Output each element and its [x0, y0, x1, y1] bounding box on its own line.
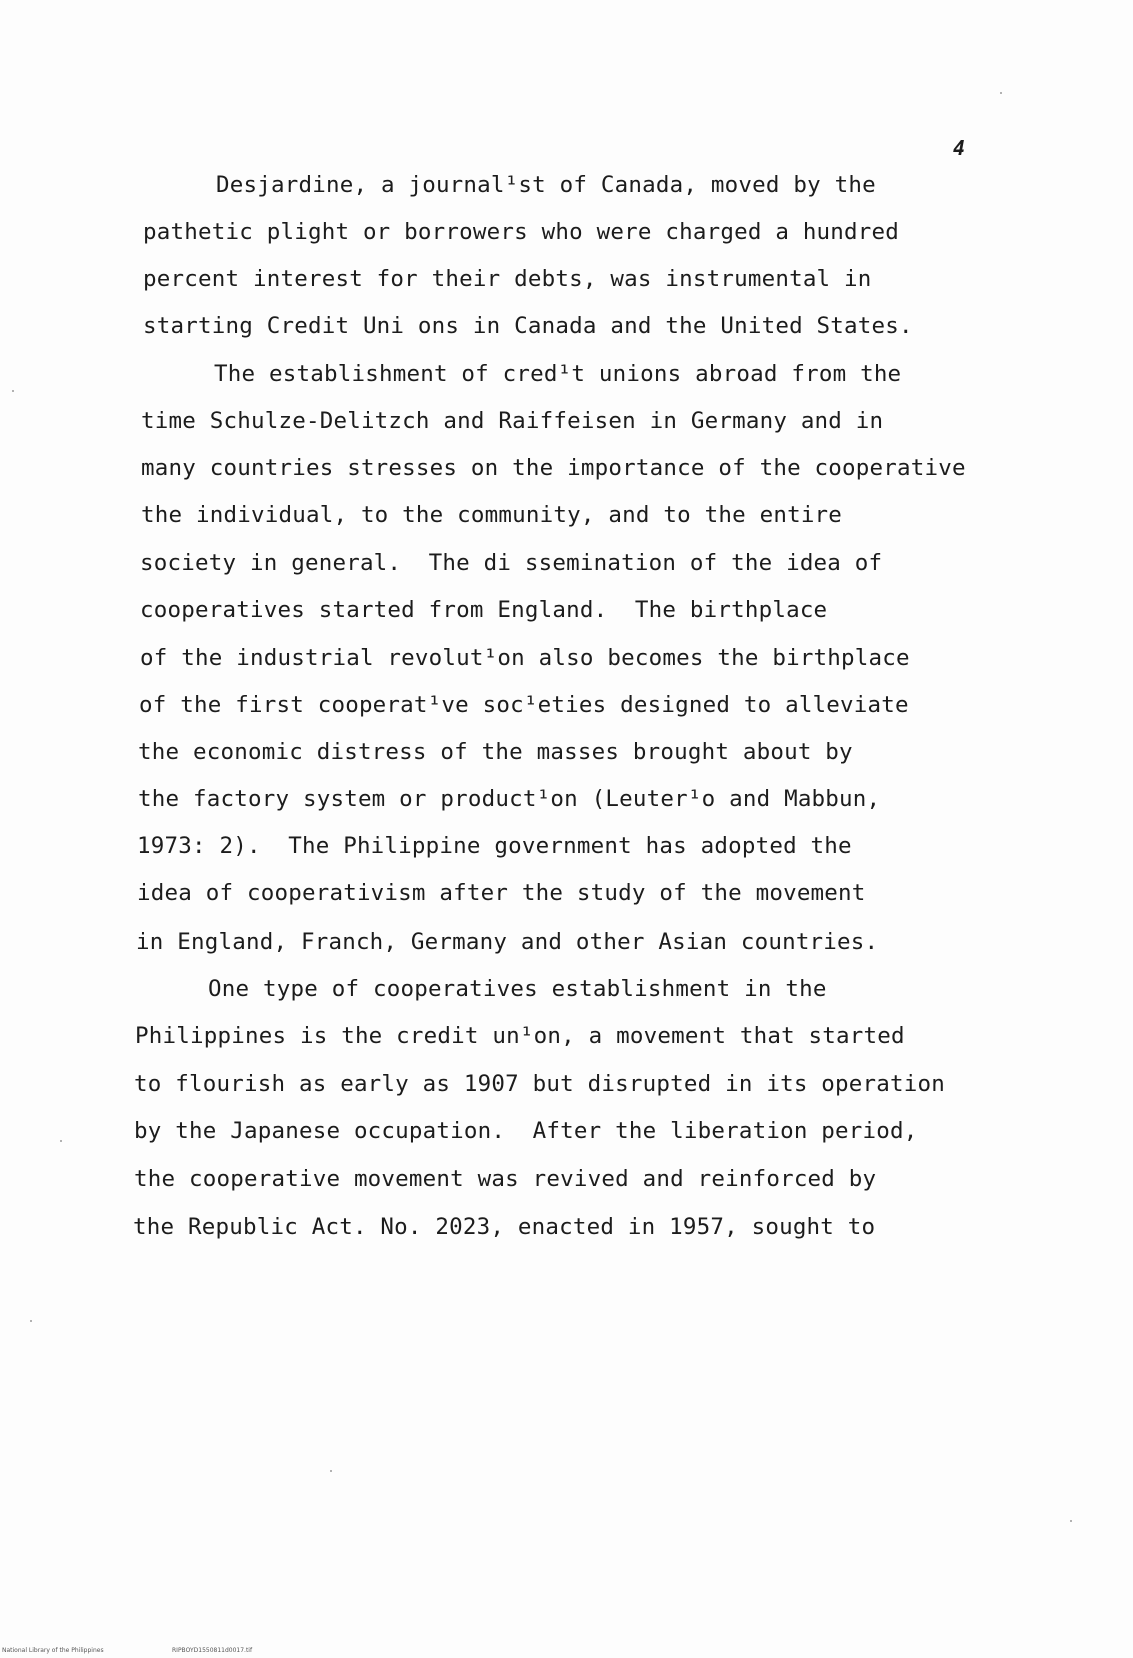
text-line: starting Credit Uni ons in Canada and the United States. [143, 313, 913, 339]
text-line: society in general. The di ssemination of the idea of [140, 550, 883, 576]
text-line: time Schulze-Delitzch and Raiffeisen in Germany and in [141, 408, 884, 434]
text-line: the Republic Act. No. 2023, enacted in 1957, sought to [133, 1214, 876, 1240]
text-line: the economic distress of the masses brought about by [138, 739, 853, 765]
text-line: The establishment of cred¹t unions abroad from the [214, 361, 902, 387]
text-line: pathetic plight or borrowers who were charged a hundred [143, 219, 900, 245]
scan-speck [330, 1470, 332, 1472]
text-line: of the industrial revolut¹on also becomes the birthplace [140, 645, 910, 671]
scan-speck [1000, 92, 1002, 94]
text-line: the individual, to the community, and to the entire [141, 502, 843, 528]
text-line: Desjardine, a journal¹st of Canada, moved by the [216, 172, 876, 198]
text-line: in England, Franch, Germany and other Asian countries. [136, 929, 879, 955]
text-line: percent interest for their debts, was instrumental in [143, 266, 872, 292]
text-line: of the first cooperat¹ve soc¹eties designed to alleviate [139, 692, 909, 718]
text-line: cooperatives started from England. The birthplace [140, 597, 828, 623]
scan-speck [1070, 1520, 1072, 1522]
text-line: the factory system or product¹on (Leuter¹o and Mabbun, [138, 786, 881, 812]
scan-speck [60, 1140, 62, 1142]
text-line: by the Japanese occupation. After the liberation period, [134, 1118, 918, 1144]
text-line: the cooperative movement was revived and reinforced by [134, 1166, 877, 1192]
text-line: idea of cooperativism after the study of the movement [137, 880, 866, 906]
scan-speck [30, 1320, 32, 1322]
page-number: 4 [953, 136, 966, 160]
text-line: One type of cooperatives establishment in the [208, 976, 827, 1002]
footer-library-name: National Library of the Philippines [2, 1647, 104, 1654]
text-line: 1973: 2). The Philippine government has adopted the [137, 833, 852, 859]
text-line: Philippines is the credit un¹on, a movement that started [135, 1023, 905, 1049]
text-line: to flourish as early as 1907 but disrupted in its operation [134, 1071, 946, 1097]
scan-speck [12, 390, 14, 392]
footer-file-code: RIPBOYD1550811d0017.tif [172, 1647, 253, 1654]
text-line: many countries stresses on the importance of the cooperative [141, 455, 966, 481]
